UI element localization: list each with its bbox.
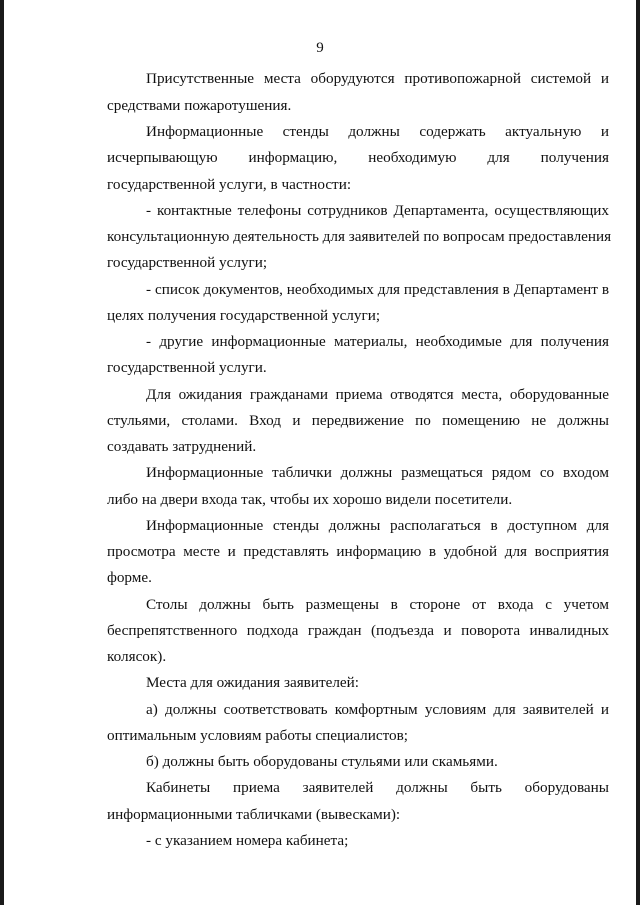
text-line: средствами пожаротушения.: [107, 97, 292, 114]
text-line: стульями, столами. Вход и передвижение по помещению не должны: [107, 412, 609, 429]
text-line: форме.: [107, 569, 152, 586]
text-line: Столы должны быть размещены в стороне от входа с учетом: [146, 596, 609, 613]
text-line: консультационную деятельность для заявителей по вопросам предоставления: [107, 228, 612, 245]
text-line: государственной услуги, в частности:: [107, 176, 352, 193]
text-line: целях получения государственной услуги;: [107, 307, 381, 324]
text-line: оптимальным условиям работы специалистов;: [107, 727, 409, 744]
text-line: Присутственные места оборудуются противопожарной системой и: [146, 70, 609, 87]
text-line: Информационные стенды должны располагаться в доступном для: [146, 517, 609, 534]
text-line: информационными табличками (вывесками):: [107, 806, 401, 823]
text-line: - другие информационные материалы, необходимые для получения: [146, 333, 609, 350]
text-line: - с указанием номера кабинета;: [146, 832, 349, 849]
text-line: беспрепятственного подхода граждан (подъезда и поворота инвалидных: [107, 622, 609, 639]
text-line: Информационные таблички должны размещаться рядом со входом: [146, 464, 609, 481]
text-line: просмотра месте и представлять информацию в удобной для восприятия: [107, 543, 609, 560]
text-line: создавать затруднений.: [107, 438, 257, 455]
text-line: либо на двери входа так, чтобы их хорошо видели посетители.: [107, 491, 513, 508]
text-line: - контактные телефоны сотрудников Департамента, осуществляющих: [146, 202, 609, 219]
scan-border-left: [0, 0, 4, 905]
text-line: Кабинеты приема заявителей должны быть оборудованы: [146, 779, 609, 796]
text-line: колясок).: [107, 648, 167, 665]
text-line: Информационные стенды должны содержать актуальную и: [146, 123, 609, 140]
text-line: государственной услуги.: [107, 359, 267, 376]
text-line: Для ожидания гражданами приема отводятся места, оборудованные: [146, 386, 609, 403]
text-line: исчерпывающую информацию, необходимую для получения: [107, 149, 609, 166]
text-line: государственной услуги;: [107, 254, 268, 271]
text-line: а) должны соответствовать комфортным условиям для заявителей и: [146, 701, 609, 718]
page-number: 9: [316, 40, 324, 56]
text-line: Места для ожидания заявителей:: [146, 674, 360, 691]
scan-border-right: [636, 0, 640, 905]
text-line: - список документов, необходимых для представления в Департамент в: [146, 281, 609, 298]
text-line: б) должны быть оборудованы стульями или скамьями.: [146, 753, 498, 770]
